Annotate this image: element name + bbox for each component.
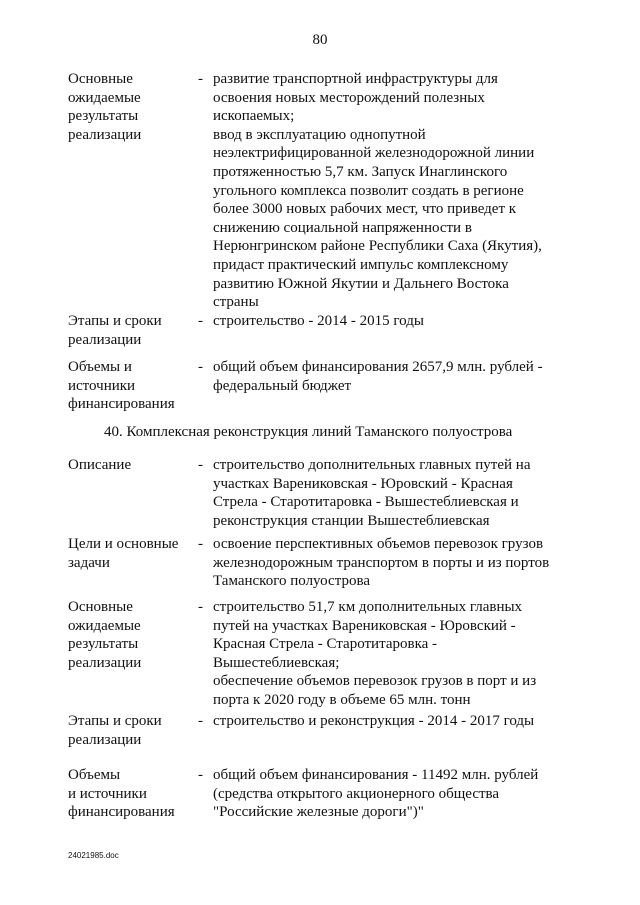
label-line: результаты xyxy=(68,636,139,653)
row-value xyxy=(213,70,558,312)
value-line: Вышестеблиевская; xyxy=(213,654,340,671)
value-line: ископаемых; xyxy=(213,108,295,125)
label-line: результаты xyxy=(68,108,139,125)
row-dash: - xyxy=(198,599,203,615)
value-line: участках Варениковская - Юровский - Красная xyxy=(213,475,513,492)
row-label xyxy=(68,598,193,672)
row-label xyxy=(68,312,193,349)
value-line: развитие транспортной инфраструктуры для xyxy=(213,71,498,87)
value-line: общий объем финансирования 2657,9 млн. рублей - xyxy=(213,359,543,375)
label-line: Объемы и xyxy=(68,359,132,375)
label-line: источники xyxy=(68,377,136,394)
label-line: финансирования xyxy=(68,396,175,413)
label-line: Объемы xyxy=(68,767,121,783)
row-value xyxy=(213,535,558,591)
value-line: строительство - 2014 - 2015 годы xyxy=(213,313,424,329)
value-line: Нерюнгринском районе Республики Саха (Якутия), xyxy=(213,238,542,255)
value-line: порта к 2020 году в объеме 65 млн. тонн xyxy=(213,691,471,708)
row-dash: - xyxy=(198,457,203,473)
value-line: обеспечение объемов перевозок грузов в порт и из xyxy=(213,673,537,690)
row-label xyxy=(68,456,193,475)
value-line: Стрела - Старотитаровка - Вышестеблиевская и xyxy=(213,494,519,511)
value-line: федеральный бюджет xyxy=(213,377,352,394)
row-dash: - xyxy=(198,767,203,783)
label-line: Этапы и сроки xyxy=(68,713,162,729)
row-label xyxy=(68,712,193,749)
row-label xyxy=(68,70,193,144)
row-dash: - xyxy=(198,71,203,87)
value-line: Таманского полуострова xyxy=(213,573,370,590)
label-line: реализации xyxy=(68,331,142,348)
value-line: Красная Стрела - Старотитаровка - xyxy=(213,636,438,653)
value-line: снижению социальной напряженности в xyxy=(213,219,472,236)
row-dash: - xyxy=(198,536,203,552)
label-line: Цели и основные xyxy=(68,536,179,552)
value-line: строительство дополнительных главных путей на xyxy=(213,457,531,473)
row-label xyxy=(68,358,193,414)
value-line: протяженностью 5,7 км. Запуск Инаглинского xyxy=(213,163,508,180)
value-line: освоение перспективных объемов перевозок грузов xyxy=(213,536,544,552)
row-value xyxy=(213,712,558,731)
value-line: (средства открытого акционерного общества xyxy=(213,785,500,802)
value-line: общий объем финансирования - 11492 млн. рублей xyxy=(213,767,539,783)
value-line: неэлектрифицированной железнодорожной линии xyxy=(213,145,535,162)
label-line: Этапы и сроки xyxy=(68,313,162,329)
value-line: развитию Южной Якутии и Дальнего Востока xyxy=(213,275,509,292)
row-value xyxy=(213,766,558,822)
row-dash: - xyxy=(198,713,203,729)
value-line: более 3000 новых рабочих мест, что приведет к xyxy=(213,201,517,218)
value-line: путей на участках Варениковская - Юровский - xyxy=(213,617,516,634)
label-line: Основные xyxy=(68,71,133,87)
value-line: реконструкция станции Вышестеблиевская xyxy=(213,512,490,529)
section-title: 40. Комплексная реконструкция линий Таманского полуострова xyxy=(104,424,513,440)
row-dash: - xyxy=(198,359,203,375)
label-line: реализации xyxy=(68,731,142,748)
row-value xyxy=(213,598,558,710)
label-line: реализации xyxy=(68,654,142,671)
row-value xyxy=(213,358,558,395)
value-line: придаст практический импульс комплексному xyxy=(213,256,509,273)
row-label xyxy=(68,535,193,572)
value-line: угольного комплекса позволит создать в регионе xyxy=(213,182,524,199)
label-line: реализации xyxy=(68,126,142,143)
row-value xyxy=(213,456,558,530)
value-line: освоения новых месторождений полезных xyxy=(213,89,485,106)
document-filename: 24021985.doc xyxy=(68,851,119,860)
label-line: ожидаемые xyxy=(68,617,141,634)
value-line: строительство 51,7 км дополнительных главных xyxy=(213,599,523,615)
value-line: страны xyxy=(213,294,259,311)
page-number: 80 xyxy=(312,32,328,48)
value-line: "Российские железные дороги")" xyxy=(213,804,424,821)
label-line: финансирования xyxy=(68,804,175,821)
label-line: Описание xyxy=(68,457,132,473)
label-line: и источники xyxy=(68,785,147,802)
row-value xyxy=(213,312,558,331)
row-dash: - xyxy=(198,313,203,329)
label-line: задачи xyxy=(68,554,110,571)
label-line: Основные xyxy=(68,599,133,615)
value-line: железнодорожным транспортом в порты и из портов xyxy=(213,554,550,571)
label-line: ожидаемые xyxy=(68,89,141,106)
row-label xyxy=(68,766,193,822)
value-line: строительство и реконструкция - 2014 - 2017 годы xyxy=(213,713,535,729)
value-line: ввод в эксплуатацию однопутной xyxy=(213,126,426,143)
